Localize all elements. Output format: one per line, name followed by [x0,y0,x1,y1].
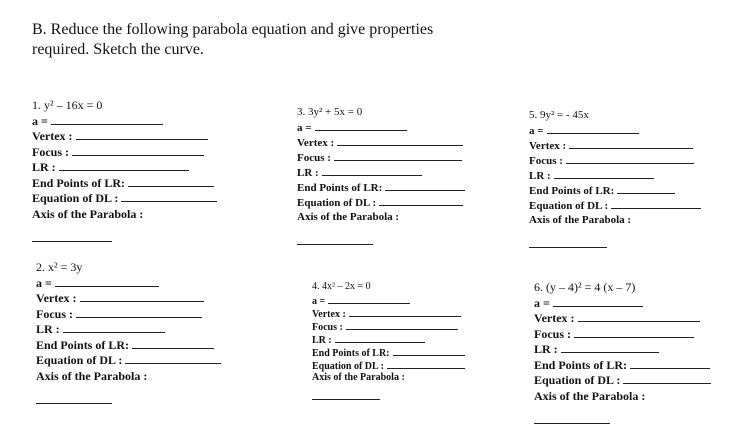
a-label: a = [297,122,312,134]
lr-answer-line[interactable] [554,168,654,179]
lr-label: LR : [534,342,558,356]
focus-label: Focus : [312,322,343,333]
lr-label: LR : [312,335,332,346]
axis-label: Axis of the Parabola : [534,388,646,403]
vertex-answer-line[interactable] [80,291,204,302]
problem-5 [529,108,701,248]
problem-1 [32,98,217,242]
lr-answer-line[interactable] [63,322,165,333]
focus-label: Focus : [36,306,73,321]
instructions-line-2: required. Sketch the curve. [32,41,204,58]
axis-label: Axis of the Parabola : [36,368,148,383]
a-answer-line[interactable] [553,296,643,307]
dl-label: Equation of DL : [36,353,123,367]
vertex-label: Vertex : [312,309,346,320]
vertex-answer-line[interactable] [569,138,693,149]
focus-answer-line[interactable] [566,153,694,164]
endpoints-label: End Points of LR: [36,337,130,352]
vertex-answer-line[interactable] [337,135,463,146]
problem-1-equation: 1. y² – 16x = 0 [32,98,103,112]
endpoints-answer-line[interactable] [128,176,214,187]
dl-label: Equation of DL : [529,200,609,212]
vertex-answer-line[interactable] [349,306,461,317]
lr-answer-line[interactable] [59,160,189,171]
axis-answer-line[interactable] [312,398,380,400]
endpoints-answer-line[interactable] [617,183,675,194]
problem-3 [297,105,465,245]
focus-answer-line[interactable] [76,307,202,318]
axis-answer-line[interactable] [297,243,373,245]
lr-label: LR : [529,170,551,182]
a-label: a = [312,296,326,307]
endpoints-label: End Points of LR: [534,357,628,372]
dl-label: Equation of DL : [32,191,119,205]
axis-answer-line[interactable] [534,422,610,424]
vertex-label: Vertex : [297,137,335,149]
focus-answer-line[interactable] [72,145,204,156]
a-answer-line[interactable] [547,123,639,134]
problem-3-equation: 3. 3y² + 5x = 0 [297,106,363,118]
lr-answer-line[interactable] [335,332,425,343]
vertex-answer-line[interactable] [578,311,700,322]
a-label: a = [529,125,544,137]
problem-6 [534,280,711,424]
axis-answer-line[interactable] [529,246,607,248]
instructions [32,20,433,60]
lr-answer-line[interactable] [322,165,422,176]
dl-label: Equation of DL : [312,361,384,372]
a-answer-line[interactable] [55,276,159,287]
problem-4 [312,280,465,400]
problem-6-equation: 6. (y – 4)² = 4 (x – 7) [534,280,636,294]
axis-answer-line[interactable] [36,402,112,404]
endpoints-label: End Points of LR: [529,185,615,197]
dl-label: Equation of DL : [297,197,377,209]
dl-answer-line[interactable] [121,191,217,202]
instructions-line-1: B. Reduce the following parabola equation and give properties [32,21,434,38]
focus-answer-line[interactable] [334,150,462,161]
dl-answer-line[interactable] [379,195,463,206]
endpoints-label: End Points of LR: [297,182,383,194]
focus-answer-line[interactable] [346,319,458,330]
dl-answer-line[interactable] [623,373,711,384]
vertex-label: Vertex : [32,129,73,143]
focus-label: Focus : [297,152,331,164]
a-answer-line[interactable] [51,114,163,125]
dl-answer-line[interactable] [125,353,221,364]
focus-label: Focus : [534,326,571,341]
a-answer-line[interactable] [328,293,410,304]
endpoints-label: End Points of LR: [312,348,390,359]
dl-label: Equation of DL : [534,373,621,387]
vertex-answer-line[interactable] [76,129,208,140]
axis-label: Axis of the Parabola : [529,214,632,226]
dl-answer-line[interactable] [611,198,701,209]
axis-label: Axis of the Parabola : [297,211,400,223]
problem-4-equation: 4. 4x² – 2x = 0 [312,281,371,292]
vertex-label: Vertex : [534,311,575,325]
endpoints-answer-line[interactable] [630,358,710,369]
vertex-label: Vertex : [36,291,77,305]
endpoints-answer-line[interactable] [393,345,465,356]
focus-label: Focus : [32,144,69,159]
lr-label: LR : [297,167,319,179]
a-answer-line[interactable] [315,120,407,131]
axis-label: Axis of the Parabola : [32,206,144,221]
lr-label: LR : [36,322,60,336]
endpoints-answer-line[interactable] [132,338,214,349]
focus-answer-line[interactable] [574,327,694,338]
vertex-label: Vertex : [529,140,567,152]
a-label: a = [32,113,48,128]
endpoints-label: End Points of LR: [32,175,126,190]
lr-answer-line[interactable] [561,342,659,353]
axis-label: Axis of the Parabola : [312,372,405,383]
a-label: a = [36,275,52,290]
problem-2 [36,260,221,404]
problem-2-equation: 2. x² = 3y [36,260,83,274]
axis-answer-line[interactable] [32,240,112,242]
endpoints-answer-line[interactable] [385,180,465,191]
focus-label: Focus : [529,155,563,167]
a-label: a = [534,295,550,310]
lr-label: LR : [32,160,56,174]
problem-5-equation: 5. 9y² = - 45x [529,109,589,121]
dl-answer-line[interactable] [387,358,465,369]
